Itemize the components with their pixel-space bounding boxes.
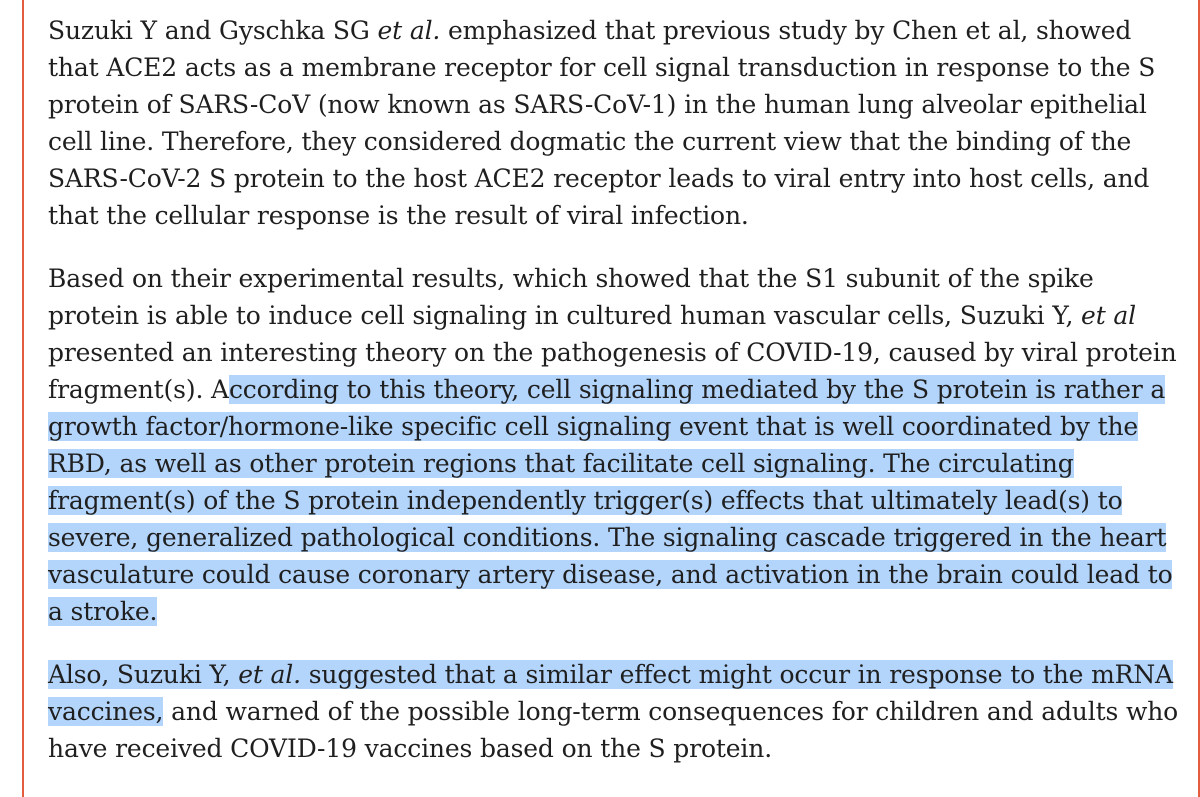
paragraph-1-text-1[interactable]: Suzuki Y and Gyschka SG — [48, 16, 378, 45]
selection-highlight-2[interactable]: Also, Suzuki Y, — [48, 660, 239, 689]
article-body[interactable] — [48, 12, 1183, 767]
paragraph-2-text-2[interactable]: presented an interesting theory on the pathogenesis of COVID-19, caused by viral protein fragment(s). A — [48, 338, 1177, 404]
paragraph-3-text-end[interactable]: and warned of the possible long-term consequences for children and adults who have received COVID-19 vaccines based on the S protein. — [48, 697, 1179, 763]
paragraph-1-text-2[interactable]: emphasized that previous study by Chen et al, showed that ACE2 acts as a membrane receptor for cell signal transduction in response to the S protein of SARS-CoV (now known as SARS-CoV-1) in the human lung alveolar epithelial cell line. Therefore, they considered dogmatic the current view that the binding of the SARS-CoV-2 S protein to the host ACE2 receptor leads to viral entry into host cells, and that the cellular response is the result of viral infection. — [48, 16, 1156, 230]
paragraph-1-italic-1[interactable]: et al. — [377, 16, 441, 45]
paragraph-3[interactable] — [48, 656, 1183, 767]
selection-highlight-1[interactable]: ccording to this theory, cell signaling mediated by the S protein is rather a growth factor/hormone-like specific cell signaling event that is well coordinated by the RBD, as well as other protein regions that facilitate cell signaling. The circulating fragment(s) of the S protein independently trigger(s) effects that ultimately lead(s) to severe, generalized pathological conditions. The signaling cascade triggered in the heart vasculature could cause coronary artery disease, and activation in the brain could lead to a stroke. — [48, 375, 1173, 626]
left-margin-rule — [22, 0, 24, 797]
paragraph-2[interactable] — [48, 260, 1183, 630]
selection-highlight-3[interactable]: suggested that a similar effect might occur in response to the mRNA vaccines, — [48, 660, 1173, 726]
paragraph-1[interactable] — [48, 12, 1183, 234]
paragraph-2-italic-1[interactable]: et al — [1081, 301, 1136, 330]
selection-highlight-italic[interactable]: et al. — [238, 660, 301, 689]
paragraph-2-text-1[interactable]: Based on their experimental results, which showed that the S1 subunit of the spike protein is able to induce cell signaling in cultured human vascular cells, Suzuki Y, — [48, 264, 1094, 330]
